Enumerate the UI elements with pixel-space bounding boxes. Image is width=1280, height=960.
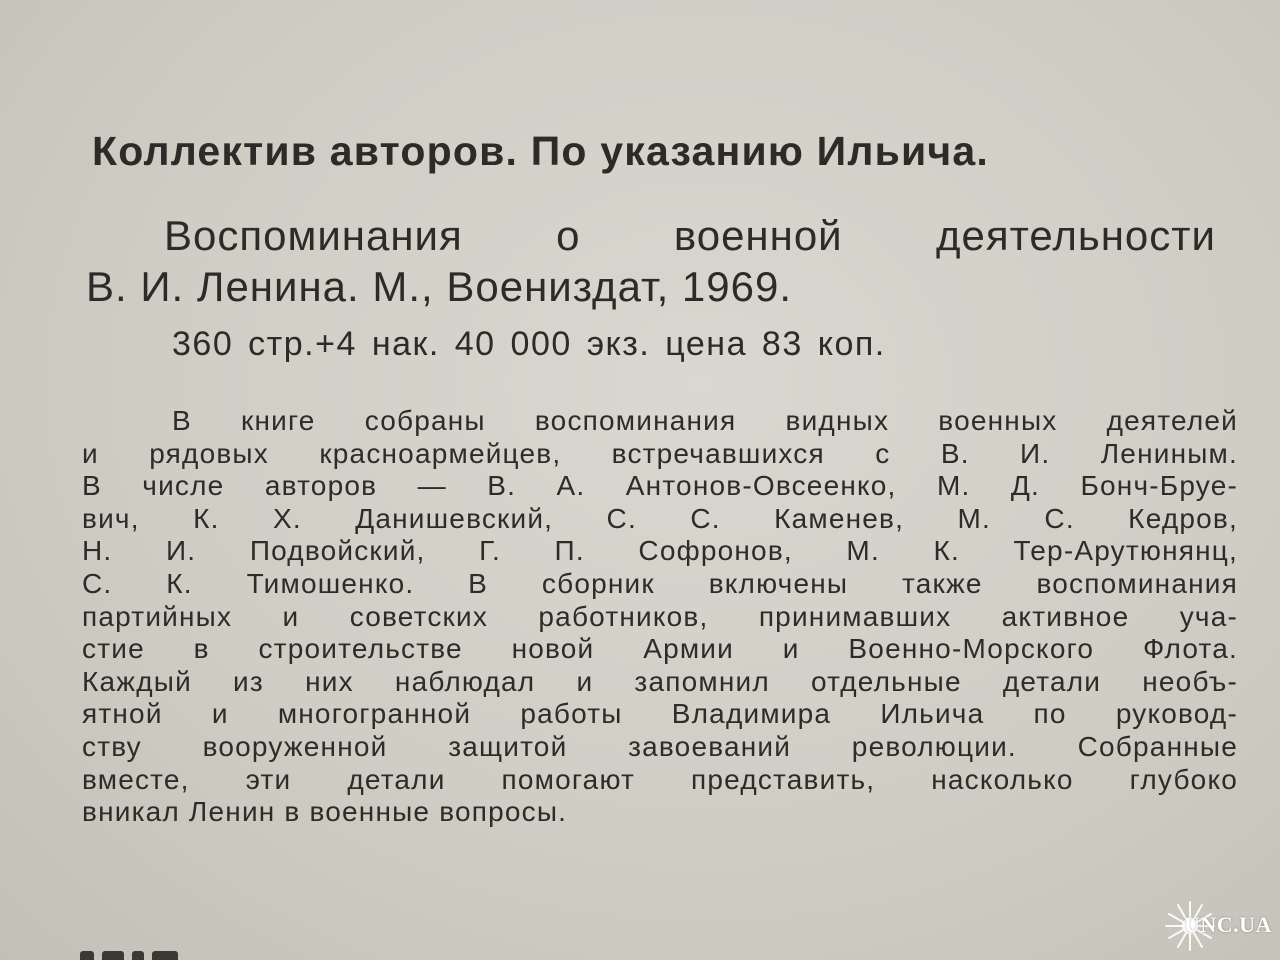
subtitle-word: Воспоминания: [164, 212, 463, 259]
annotation-line: Каждый из них наблюдал и запомнил отдельные детали необъ-: [82, 665, 1238, 697]
annotation-line: В книге собраны воспоминания видных военных деятелей: [172, 405, 1238, 436]
cropped-footer-text: [80, 948, 240, 960]
annotation-line: С. К. Тимошенко. В сборник включены также воспоминания: [82, 567, 1238, 599]
subtitle-word: военной: [673, 212, 843, 259]
watermark: [1162, 898, 1272, 954]
annotation-line: Н. И. Подвойский, Г. П. Софронов, М. К. Тер-Арутюнянц,: [82, 535, 1238, 567]
subtitle-word: деятельности: [936, 212, 1216, 259]
subtitle-word: о: [556, 212, 581, 259]
watermark-text: UNC.UA: [1184, 912, 1272, 937]
book-subtitle: [86, 210, 1216, 312]
book-title: Коллектив авторов. По указанию Ильича.: [92, 128, 989, 174]
annotation-line: вникал Ленин в военные вопросы.: [82, 796, 568, 828]
subtitle-line-1: [86, 210, 1216, 261]
imprint-line: 360 стр.+4 нак. 40 000 экз. цена 83 коп.: [172, 325, 886, 363]
annotation-line: и рядовых красноармейцев, встречавшихся с В. И. Лениным.: [82, 437, 1238, 469]
annotation-paragraph: [82, 405, 1238, 829]
annotation-line: вместе, эти детали помогают представить, насколько глубоко: [82, 763, 1238, 795]
annotation-line: ству вооруженной защитой завоеваний революции. Собранные: [82, 730, 1238, 762]
annotation-line: стие в строительстве новой Армии и Военно-Морского Флота.: [82, 633, 1238, 665]
annotation-line: вич, К. Х. Данишевский, С. С. Каменев, М. С. Кедров,: [82, 502, 1238, 534]
annotation-line: В числе авторов — В. А. Антонов-Овсеенко, М. Д. Бонч-Бруе-: [82, 470, 1238, 502]
annotation-line: партийных и советских работников, принимавших активное уча-: [82, 600, 1238, 632]
annotation-line: ятной и многогранной работы Владимира Ильича по руковод-: [82, 698, 1238, 730]
subtitle-line-2: В. И. Ленина. М., Воениздат, 1969.: [86, 263, 793, 310]
